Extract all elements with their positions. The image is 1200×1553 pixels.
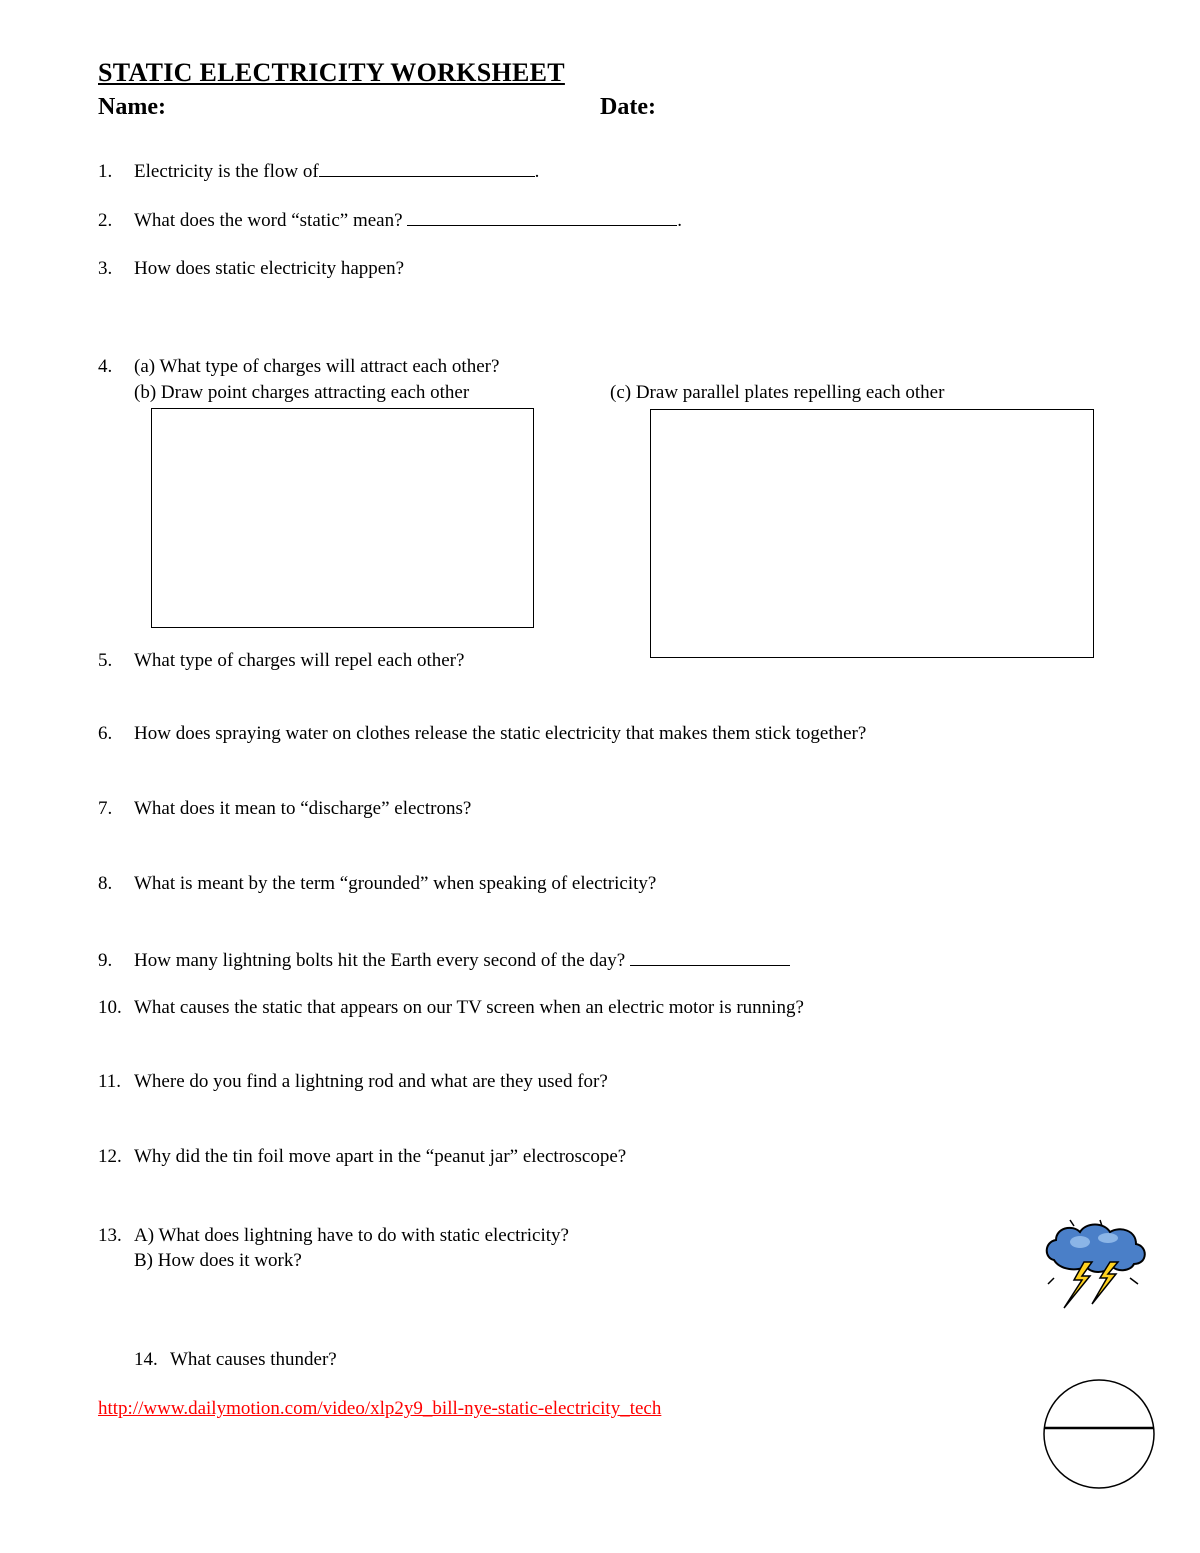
question-2: 2. What does the word “static” mean? . bbox=[98, 207, 682, 233]
question-13b-text: B) How does it work? bbox=[134, 1250, 302, 1271]
page-title: STATIC ELECTRICITY WORKSHEET bbox=[98, 58, 565, 87]
question-9: 9. How many lightning bolts hit the Earth every second of the day? bbox=[98, 947, 790, 973]
question-11-text: Where do you find a lightning rod and what are they used for? bbox=[134, 1071, 608, 1092]
answer-blank-2[interactable] bbox=[407, 207, 677, 226]
question-5: 5. What type of charges will repel each other? bbox=[98, 650, 465, 671]
question-13a-text: A) What does lightning have to do with static electricity? bbox=[134, 1225, 569, 1246]
question-2-text: What does the word “static” mean? bbox=[134, 210, 403, 231]
question-3: 3. How does static electricity happen? bbox=[98, 258, 405, 279]
video-link[interactable]: http://www.dailymotion.com/video/xlp2y9_bill-nye-static-electricity_tech bbox=[98, 1398, 662, 1419]
question-14-text: What causes thunder? bbox=[170, 1349, 337, 1370]
question-4a-text: (a) What type of charges will attract each other? bbox=[134, 356, 500, 377]
question-8-text: What is meant by the term “grounded” when speaking of electricity? bbox=[134, 873, 657, 894]
question-3-text: How does static electricity happen? bbox=[134, 258, 405, 279]
question-13: 13. A) What does lightning have to do with static electricity? bbox=[98, 1225, 569, 1246]
question-6: 6. How does spraying water on clothes release the static electricity that makes them stick together? bbox=[98, 723, 867, 744]
question-10: 10. What causes the static that appears on our TV screen when an electric motor is running? bbox=[98, 997, 804, 1018]
storm-cloud-icon bbox=[1040, 1218, 1152, 1316]
question-11: 11. Where do you find a lightning rod and what are they used for? bbox=[98, 1071, 608, 1092]
question-9-text: How many lightning bolts hit the Earth every second of the day? bbox=[134, 950, 626, 971]
question-14: 14. What causes thunder? bbox=[134, 1349, 337, 1370]
question-7-text: What does it mean to “discharge” electrons? bbox=[134, 798, 472, 819]
answer-blank-9[interactable] bbox=[630, 947, 790, 966]
question-7: 7. What does it mean to “discharge” electrons? bbox=[98, 798, 472, 819]
question-6-text: How does spraying water on clothes release the static electricity that makes them stick together? bbox=[134, 723, 867, 744]
question-8: 8. What is meant by the term “grounded” when speaking of electricity? bbox=[98, 873, 657, 894]
answer-blank-1[interactable] bbox=[319, 158, 535, 177]
question-1-text: Electricity is the flow of bbox=[134, 161, 319, 182]
question-12-text: Why did the tin foil move apart in the “peanut jar” electroscope? bbox=[134, 1146, 627, 1167]
divided-circle-icon bbox=[1040, 1376, 1160, 1492]
question-4: 4. (a) What type of charges will attract each other? bbox=[98, 356, 500, 377]
drawing-box-parallel-plates[interactable] bbox=[650, 409, 1094, 658]
name-label: Name: bbox=[98, 94, 166, 120]
question-4c-text: (c) Draw parallel plates repelling each other bbox=[610, 382, 945, 403]
question-10-text: What causes the static that appears on our TV screen when an electric motor is running? bbox=[134, 997, 804, 1018]
question-4b-text: (b) Draw point charges attracting each other bbox=[134, 382, 470, 403]
question-1: 1. Electricity is the flow of . bbox=[98, 158, 539, 184]
date-label: Date: bbox=[600, 94, 656, 120]
drawing-box-point-charges[interactable] bbox=[151, 408, 534, 628]
question-12: 12. Why did the tin foil move apart in the “peanut jar” electroscope? bbox=[98, 1146, 627, 1167]
question-5-text: What type of charges will repel each other? bbox=[134, 650, 465, 671]
